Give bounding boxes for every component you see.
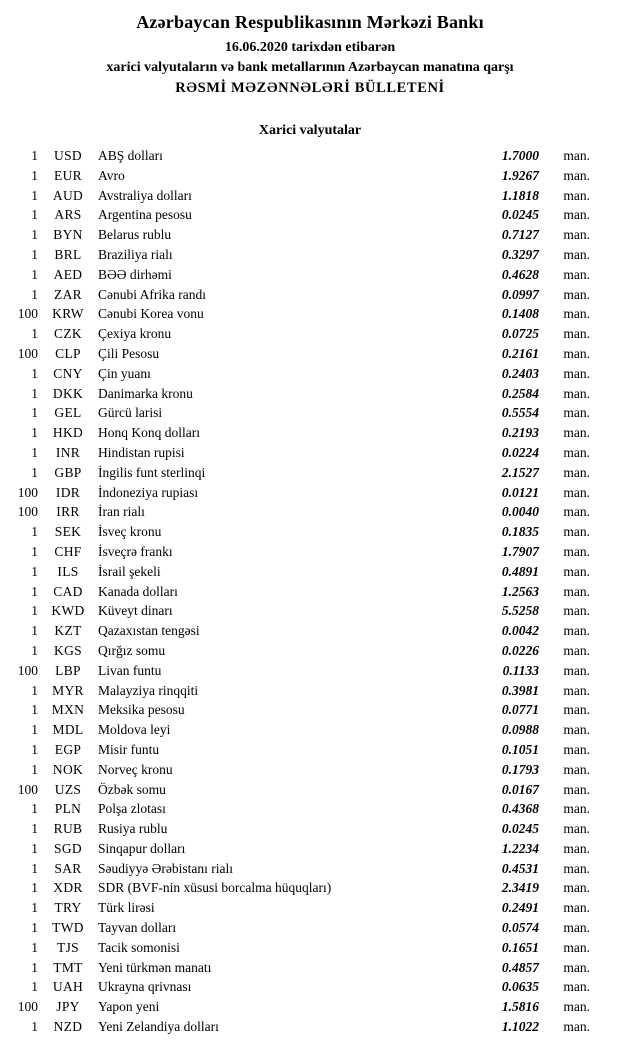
rate-value: 0.0167 [501,781,539,797]
rate-unit: man. [563,484,590,500]
currency-name: Özbək somu [98,781,166,797]
currency-name: Belarus rublu [98,227,172,243]
currency-code: XDR [53,880,83,896]
currency-code: ILS [57,563,79,579]
rate-row [10,582,590,602]
rate-unit: man. [563,920,590,936]
rate-row [10,641,590,661]
currency-code: UZS [54,781,82,797]
rate-value: 1.7000 [501,148,539,163]
rate-row [10,1017,590,1037]
rate-row [10,898,590,918]
rate-value: 0.0725 [501,326,539,342]
currency-code: TMT [53,959,83,975]
currency-code: UAH [52,979,84,995]
currency-code: TJS [57,939,79,955]
rate-unit: man. [563,187,590,203]
currency-name: Honq Konq dolları [98,425,200,441]
currency-code: ARS [54,207,82,223]
currency-code: KZT [54,623,82,639]
rate-unit: man. [563,306,590,322]
currency-code: SGD [54,840,82,856]
currency-code: PLN [54,801,82,817]
rate-quantity: 100 [17,781,38,797]
rate-row [10,819,590,839]
rate-value: 0.4628 [501,266,539,282]
currency-code: GEL [54,405,82,421]
currency-name: Rusiya rublu [98,821,168,837]
currency-code: CLP [55,345,81,361]
currency-code: CNY [53,365,83,381]
rate-value: 5.5258 [501,603,539,619]
currency-code: NOK [52,761,84,777]
rate-row [10,285,590,305]
currency-name: Çexiya kronu [98,326,172,342]
rate-quantity: 1 [31,405,38,421]
currency-code: TRY [54,900,82,916]
rate-value: 0.4368 [501,801,539,817]
rate-unit: man. [563,464,590,480]
rate-quantity: 1 [31,563,38,579]
rate-unit: man. [563,999,590,1015]
rate-unit: man. [563,860,590,876]
rate-unit: man. [563,979,590,995]
rate-row [10,958,590,978]
rate-quantity: 1 [31,227,38,243]
currency-name: Misir funtu [98,741,160,757]
currency-name: İran rialı [98,504,145,520]
rate-quantity: 1 [31,840,38,856]
rate-value: 2.1527 [501,464,539,480]
rate-quantity: 1 [31,425,38,441]
rate-unit: man. [563,623,590,639]
rate-quantity: 1 [31,880,38,896]
rate-unit: man. [563,1019,590,1035]
currency-code: RUB [53,821,83,837]
rate-unit: man. [563,781,590,797]
currency-code: USD [54,148,82,163]
rate-row [10,720,590,740]
currency-code: AUD [52,187,84,203]
rate-value: 0.4891 [501,563,539,579]
rate-value: 1.1818 [501,187,539,203]
effective-date: 16.06.2020 tarixdən etibarən [224,40,396,55]
rate-quantity: 100 [17,484,38,500]
rate-unit: man. [563,543,590,559]
currency-name: Malayziya rinqqiti [98,682,199,698]
currency-name: İndoneziya rupiası [98,484,199,500]
currency-name: Meksika pesosu [98,702,185,718]
rate-quantity: 1 [31,959,38,975]
currency-name: Kanada dolları [98,583,178,599]
rate-value: 0.3981 [501,682,539,698]
currency-name: İsveç kronu [98,524,162,540]
currency-code: CZK [54,326,82,342]
rate-quantity: 1 [31,543,38,559]
rate-quantity: 100 [17,306,38,322]
currency-code: NZD [53,1019,83,1035]
rate-unit: man. [563,722,590,738]
rate-unit: man. [563,682,590,698]
rate-value: 0.0226 [501,642,539,658]
rate-row [10,878,590,898]
rate-quantity: 1 [31,286,38,302]
rate-unit: man. [563,821,590,837]
rate-row [10,225,590,245]
rate-row [10,780,590,800]
rate-unit: man. [563,286,590,302]
rate-row [10,423,590,443]
rate-value: 0.7127 [501,227,539,243]
currency-name: BƏƏ dirhəmi [98,266,172,282]
rate-row [10,601,590,621]
currency-name: Danimarka kronu [98,385,193,401]
rate-value: 0.0245 [501,821,539,837]
rate-value: 0.0771 [501,702,539,718]
rate-quantity: 100 [17,999,38,1015]
rate-unit: man. [563,959,590,975]
currency-name: Polşa zlotası [98,801,166,817]
rate-row [10,146,590,166]
rate-unit: man. [563,642,590,658]
rate-quantity: 1 [31,682,38,698]
rate-unit: man. [563,207,590,223]
currency-code: EGP [54,741,82,757]
currency-name: İngilis funt sterlinqi [98,464,206,480]
rate-unit: man. [563,167,590,183]
rate-row [10,681,590,701]
rate-unit: man. [563,662,590,678]
currency-name: İsveçrə frankı [98,543,173,559]
rate-unit: man. [563,425,590,441]
currency-name: Qırğız somu [98,642,166,658]
rate-value: 1.9267 [501,167,539,183]
rate-quantity: 1 [31,761,38,777]
rate-quantity: 1 [31,821,38,837]
rate-row [10,859,590,879]
rate-unit: man. [563,900,590,916]
rate-row [10,384,590,404]
rate-unit: man. [563,266,590,282]
currency-name: Qazaxıstan tengəsi [98,623,200,639]
rate-value: 1.5816 [501,999,539,1015]
currency-name: Cənubi Afrika randı [98,286,206,302]
rate-unit: man. [563,563,590,579]
rate-row [10,483,590,503]
rate-row [10,502,590,522]
rate-value: 0.2161 [501,345,539,361]
currency-name: Küveyt dinarı [98,603,173,619]
rate-unit: man. [563,583,590,599]
currency-code: SEK [54,524,82,540]
rate-value: 0.1408 [501,306,539,322]
currency-code: IRR [56,504,80,520]
currency-code: KGS [54,642,82,658]
currency-name: Türk lirəsi [98,900,155,916]
currency-name: Cənubi Korea vonu [98,306,204,322]
currency-code: BYN [53,227,83,243]
rate-quantity: 1 [31,979,38,995]
currency-code: CAD [53,583,83,599]
rate-row [10,265,590,285]
rate-quantity: 1 [31,167,38,183]
rate-row [10,344,590,364]
rate-value: 0.0121 [501,484,539,500]
rate-quantity: 1 [31,642,38,658]
rate-value: 0.0574 [501,920,539,936]
section-title-foreign-currencies: Xarici valyutalar [258,123,362,138]
rate-quantity: 1 [31,583,38,599]
rate-value: 0.1133 [502,662,539,678]
rate-row [10,918,590,938]
rate-value: 2.3419 [501,880,539,896]
rate-row [10,700,590,720]
rate-row [10,403,590,423]
rate-quantity: 100 [17,345,38,361]
rate-quantity: 1 [31,464,38,480]
currency-name: Yeni Zelandiya dolları [98,1019,219,1035]
currency-name: Yeni türkmən manatı [98,959,212,975]
rate-quantity: 1 [31,741,38,757]
rate-value: 0.1793 [501,761,539,777]
currency-name: Moldova leyi [98,722,171,738]
currency-name: İsrail şekeli [98,563,161,579]
rate-value: 0.1651 [501,939,539,955]
bulletin-subtitle: xarici valyutaların və bank metallarının Azərbaycan manatına qarşı [106,60,514,75]
rate-row [10,522,590,542]
rate-row [10,799,590,819]
rate-value: 0.2403 [501,365,539,381]
currency-code: MDL [52,722,84,738]
currency-name: Tacik somonisi [98,939,180,955]
rate-quantity: 1 [31,148,38,163]
rate-unit: man. [563,148,590,163]
currency-code: KWD [51,603,85,619]
rate-quantity: 100 [17,662,38,678]
rate-value: 0.0245 [501,207,539,223]
rate-unit: man. [563,365,590,381]
bulletin-title: RƏSMİ MƏZƏNNƏLƏRİ BÜLLETENİ [175,80,445,96]
currency-code: HKD [52,425,84,441]
rate-quantity: 1 [31,722,38,738]
currency-code: MYR [52,682,84,698]
rate-value: 0.0635 [501,979,539,995]
rate-unit: man. [563,405,590,421]
currency-name: Avstraliya dolları [98,187,192,203]
rate-quantity: 1 [31,444,38,460]
rate-unit: man. [563,246,590,262]
rate-row [10,364,590,384]
rate-quantity: 1 [31,939,38,955]
rate-value: 0.2491 [501,900,539,916]
rate-row [10,186,590,206]
rate-row [10,661,590,681]
currency-name: Braziliya rialı [98,246,173,262]
rate-value: 0.4857 [501,959,539,975]
rate-quantity: 1 [31,365,38,381]
rate-row [10,463,590,483]
rate-row [10,621,590,641]
currency-name: Səudiyyə Ərəbistanı rialı [98,860,233,876]
rate-unit: man. [563,840,590,856]
rate-quantity: 1 [31,860,38,876]
currency-code: BRL [54,246,82,262]
currency-name: Hindistan rupisi [98,444,185,460]
rate-unit: man. [563,761,590,777]
currency-name: Livan funtu [98,662,162,678]
currency-code: CHF [54,543,82,559]
currency-name: Avro [98,167,125,183]
currency-name: Çin yuanı [98,365,151,381]
currency-name: Ukrayna qrivnası [98,979,192,995]
rate-quantity: 1 [31,385,38,401]
rate-quantity: 100 [17,504,38,520]
currency-code: KRW [52,306,84,322]
rate-value: 1.1022 [501,1019,539,1035]
rate-row [10,443,590,463]
rate-quantity: 1 [31,266,38,282]
rate-value: 0.3297 [501,246,539,262]
rate-value: 0.2584 [501,385,539,401]
currency-code: MXN [51,702,85,718]
currency-code: INR [55,444,81,460]
currency-code: AED [53,266,83,282]
rate-value: 0.5554 [501,405,539,421]
rate-unit: man. [563,345,590,361]
rate-unit: man. [563,385,590,401]
rate-value: 0.0042 [501,623,539,639]
rate-value: 0.0224 [501,444,539,460]
rate-unit: man. [563,939,590,955]
rate-quantity: 1 [31,524,38,540]
currency-code: ZAR [54,286,82,302]
rate-row [10,166,590,186]
rate-row [10,245,590,265]
currency-name: Gürcü larisi [98,405,163,421]
currency-code: GBP [54,464,82,480]
currency-code: DKK [52,385,84,401]
rate-quantity: 1 [31,920,38,936]
rate-quantity: 1 [31,246,38,262]
rate-unit: man. [563,227,590,243]
rate-unit: man. [563,880,590,896]
rate-unit: man. [563,741,590,757]
rate-row [10,997,590,1017]
rate-row [10,938,590,958]
rate-unit: man. [563,801,590,817]
rate-value: 0.0997 [501,286,539,302]
currency-code: EUR [54,167,82,183]
currency-name: Norveç kronu [98,761,173,777]
rate-value: 1.2563 [501,583,539,599]
rate-value: 0.1835 [501,524,539,540]
rate-quantity: 1 [31,603,38,619]
rate-quantity: 1 [31,207,38,223]
rate-row [10,740,590,760]
rate-value: 0.0040 [501,504,539,520]
rate-unit: man. [563,326,590,342]
rate-unit: man. [563,504,590,520]
currency-code: SAR [54,860,82,876]
currency-code: IDR [55,484,81,500]
currency-name: ABŞ dolları [98,148,163,163]
rate-value: 1.2234 [501,840,539,856]
rate-quantity: 1 [31,326,38,342]
rate-value: 0.0988 [501,722,539,738]
rate-value: 0.4531 [501,860,539,876]
currency-name: Yapon yeni [98,999,160,1015]
currency-name: Çili Pesosu [98,345,160,361]
rate-value: 1.7907 [501,543,539,559]
currency-name: Tayvan dolları [98,920,177,936]
rate-row [10,205,590,225]
currency-code: JPY [56,999,80,1015]
currency-code: TWD [52,920,84,936]
rate-row [10,562,590,582]
rate-row [10,760,590,780]
rate-quantity: 1 [31,187,38,203]
rate-quantity: 1 [31,702,38,718]
rate-unit: man. [563,603,590,619]
rate-quantity: 1 [31,900,38,916]
rate-quantity: 1 [31,623,38,639]
rate-unit: man. [563,444,590,460]
rate-quantity: 1 [31,1019,38,1035]
rate-value: 0.1051 [501,741,539,757]
rate-unit: man. [563,702,590,718]
rates-table [0,146,620,1045]
currency-code: LBP [55,662,81,678]
currency-name: Argentina pesosu [98,207,192,223]
currency-name: SDR (BVF-nin xüsusi borcalma hüquqları) [98,880,332,896]
rate-row [10,542,590,562]
rate-unit: man. [563,524,590,540]
currency-name: Sinqapur dolları [98,840,186,856]
bulletin-header [0,12,620,97]
rate-value: 0.2193 [501,425,539,441]
rate-row [10,304,590,324]
bank-title: Azərbaycan Respublikasının Mərkəzi Bankı [136,12,484,32]
rate-row [10,977,590,997]
rate-row [10,839,590,859]
rate-quantity: 1 [31,801,38,817]
rate-row [10,324,590,344]
